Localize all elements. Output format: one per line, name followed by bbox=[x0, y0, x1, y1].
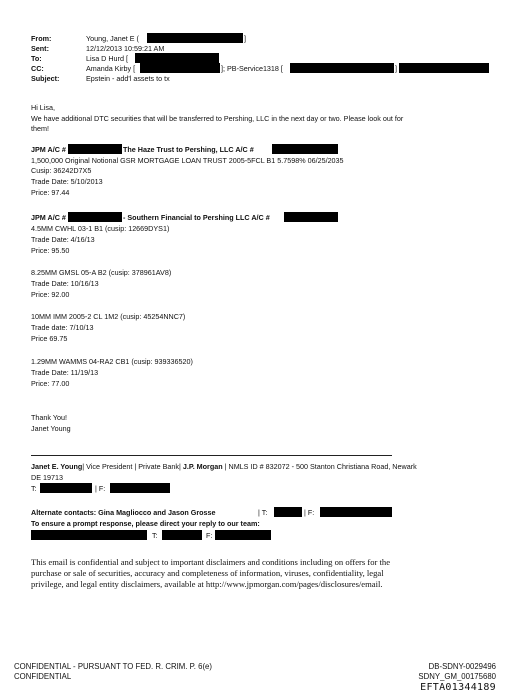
redaction-box bbox=[68, 144, 122, 154]
security-3-line-3: Price 69.75 bbox=[31, 334, 68, 343]
disclaimer-line-3: privilege, and legal entity disclaimers, available at http://www.jpmorgan.com/pages/disclosures/email. bbox=[31, 579, 383, 589]
security-4-line-2: Trade Date: 11/19/13 bbox=[31, 368, 99, 377]
signature-f-label: | F: bbox=[95, 484, 106, 493]
transfer-2-heading-suffix: - Southern Financial to Pershing LLC A/C # bbox=[123, 213, 270, 222]
to-label: To: bbox=[31, 54, 42, 63]
redaction-box bbox=[110, 483, 170, 493]
signature-name: Janet E. Young bbox=[31, 462, 83, 471]
subject-label: Subject: bbox=[31, 74, 60, 83]
disclaimer-line-2: purchase or sale of securities, accuracy and completeness of information, viruses, confidentiality, legal bbox=[31, 568, 384, 578]
transfer-2-heading-prefix: JPM A/C # bbox=[31, 213, 66, 222]
security-2-line-3: Price: 92.00 bbox=[31, 290, 70, 299]
footer-bates-2: SDNY_GM_00175680 bbox=[418, 672, 496, 681]
from-label: From: bbox=[31, 34, 52, 43]
cc-value-3: ] bbox=[395, 64, 397, 73]
transfer-1-line-4: Price: 97.44 bbox=[31, 188, 70, 197]
prompt-response-line: To ensure a prompt response, please direct your reply to our team: bbox=[31, 519, 260, 528]
redaction-box bbox=[31, 530, 147, 540]
signature-address: | NMLS ID # 832072 - 500 Stanton Christiana Road, Newark bbox=[222, 462, 417, 471]
intro-line-1: We have additional DTC securities that will be transferred to Pershing, LLC in the next day or two. Please look out for bbox=[31, 114, 404, 123]
signature-t-label: T: bbox=[31, 484, 37, 493]
alternate-contacts: Alternate contacts: Gina Magliocco and Jason Grosse bbox=[31, 508, 216, 517]
redaction-box bbox=[140, 63, 220, 73]
sent-label: Sent: bbox=[31, 44, 49, 53]
security-1-line-1: 4.5MM CWHL 03-1 B1 (cusip: 12669DYS1) bbox=[31, 224, 170, 233]
subject-value: Epstein - add'l assets to tx bbox=[86, 74, 170, 83]
security-2-line-2: Trade Date: 10/16/13 bbox=[31, 279, 99, 288]
footer-confidential-1: CONFIDENTIAL - PURSUANT TO FED. R. CRIM. P. 6(e) bbox=[14, 662, 212, 671]
signature-line-2: DE 19713 bbox=[31, 473, 63, 482]
redaction-box bbox=[40, 483, 92, 493]
redaction-box bbox=[68, 212, 122, 222]
security-1-line-2: Trade Date: 4/16/13 bbox=[31, 235, 95, 244]
cc-value-1: Amanda Kirby [ bbox=[86, 64, 136, 73]
security-2-line-1: 8.25MM GMSL 05-A B2 (cusip: 378961AV8) bbox=[31, 268, 172, 277]
greeting: Hi Lisa, bbox=[31, 103, 55, 112]
signature-line-1 bbox=[31, 462, 417, 471]
redaction-box bbox=[290, 63, 394, 73]
redaction-box bbox=[274, 507, 302, 517]
security-3-line-2: Trade date: 7/10/13 bbox=[31, 323, 94, 332]
team-f-label: F: bbox=[206, 531, 213, 540]
footer-efta-id: EFTA01344189 bbox=[420, 682, 496, 693]
redaction-box bbox=[399, 63, 489, 73]
security-4-line-1: 1.29MM WAMMS 04-RA2 CB1 (cusip: 939336520) bbox=[31, 357, 193, 366]
transfer-1-line-2: Cusip: 36242D7X5 bbox=[31, 166, 92, 175]
email-page: From: Young, Janet E ( ] Sent: 12/12/2013 10:59:21 AM To: Lisa D Hurd [ CC: Amanda Kirby [ ]; PB-Service1318 [ ] Subject: Epstein - add'l assets to tx Hi Lisa, We have additional DTC securities that will be transferred to Pershing, LLC in the next day or two. Please look out for them! JPM A/C # The Haze Trust to Pershing, LLC A/C # 1,500,000 Original Notional GSR MORTGAGE LOAN TRUST 2005-5FCL B1 5.7598% 06/25/2035 Cusip: 36242D7X5 Trade Date: 5/10/2013 Price: 97.44 JPM A/C # - Southern Financial to Pershing LLC A/C # 4.5MM CWHL 03-1 B1 (cusip: 12669DYS1) Trade Date: 4/16/13 Price: 95.50 8.25MM GMSL 05-A B2 (cusip: 378961AV8) Trade Date: 10/16/13 Price: 92.00 10MM IMM 2005-2 CL 1M2 (cusip: 45254NNC7) Trade date: 7/10/13 Price 69.75 1.29MM WAMMS 04-RA2 CB1 (cusip: 939336520) Trade Date: 11/19/13 Price: 77.00 Thank You! Janet Young Janet E. Young| Vice President | Private Bank| J.P. Morgan | NMLS ID # 832072 - 500 Stanton Christiana Road, Newark DE 19713 T: | F: Alternate contacts: Gina Magliocco and Jason Grosse | T: | F: To ensure a prompt response, please direct your reply to our team: T: F: This email is confidential and subject to important disclaimers and conditions including on offers for the purchase or sale of securities, accuracy and completeness of information, viruses, confidentiality, legal privilege, and legal entity disclaimers, available at http://www.jpmorgan.com/pages/disclosures/email. CONFIDENTIAL - PURSUANT TO FED. R. CRIM. P. 6(e) CONFIDENTIAL DB-SDNY-0029496 SDNY_GM_00175680 EFTA01344189 bbox=[14, 34, 496, 693]
to-value: Lisa D Hurd [ bbox=[86, 54, 128, 63]
redaction-box bbox=[147, 33, 243, 43]
thanks-line: Thank You! bbox=[31, 413, 67, 422]
cc-value-2: ]; PB-Service1318 [ bbox=[221, 64, 283, 73]
footer-bates-1: DB-SDNY-0029496 bbox=[428, 662, 496, 671]
intro-line-2: them! bbox=[31, 124, 49, 133]
redaction-box bbox=[215, 530, 271, 540]
alternate-t-label: | T: bbox=[258, 508, 268, 517]
security-3-line-1: 10MM IMM 2005-2 CL 1M2 (cusip: 45254NNC7) bbox=[31, 312, 186, 321]
cc-label: CC: bbox=[31, 64, 44, 73]
redaction-box bbox=[320, 507, 392, 517]
security-4-line-3: Price: 77.00 bbox=[31, 379, 70, 388]
footer-confidential-2: CONFIDENTIAL bbox=[14, 672, 72, 681]
redaction-box bbox=[272, 144, 338, 154]
transfer-1-heading-suffix: The Haze Trust to Pershing, LLC A/C # bbox=[123, 145, 254, 154]
redaction-box bbox=[135, 53, 219, 63]
from-value: Young, Janet E ( bbox=[86, 34, 139, 43]
transfer-1-line-1: 1,500,000 Original Notional GSR MORTGAGE LOAN TRUST 2005-5FCL B1 5.7598% 06/25/2035 bbox=[31, 156, 344, 165]
alternate-f-label: | F: bbox=[304, 508, 315, 517]
redaction-box bbox=[162, 530, 202, 540]
team-t-label: T: bbox=[152, 531, 158, 540]
redaction-box bbox=[284, 212, 338, 222]
sent-value: 12/12/2013 10:59:21 AM bbox=[86, 44, 165, 53]
signature-role: | Vice President | Private Bank| bbox=[82, 462, 183, 471]
signoff-line: Janet Young bbox=[31, 424, 71, 433]
transfer-1-heading-prefix: JPM A/C # bbox=[31, 145, 66, 154]
disclaimer-line-1: This email is confidential and subject to important disclaimers and conditions including on offers for the bbox=[31, 557, 391, 567]
transfer-1-line-3: Trade Date: 5/10/2013 bbox=[31, 177, 103, 186]
signature-divider bbox=[31, 455, 392, 456]
security-1-line-3: Price: 95.50 bbox=[31, 246, 70, 255]
signature-company: J.P. Morgan bbox=[182, 462, 223, 471]
